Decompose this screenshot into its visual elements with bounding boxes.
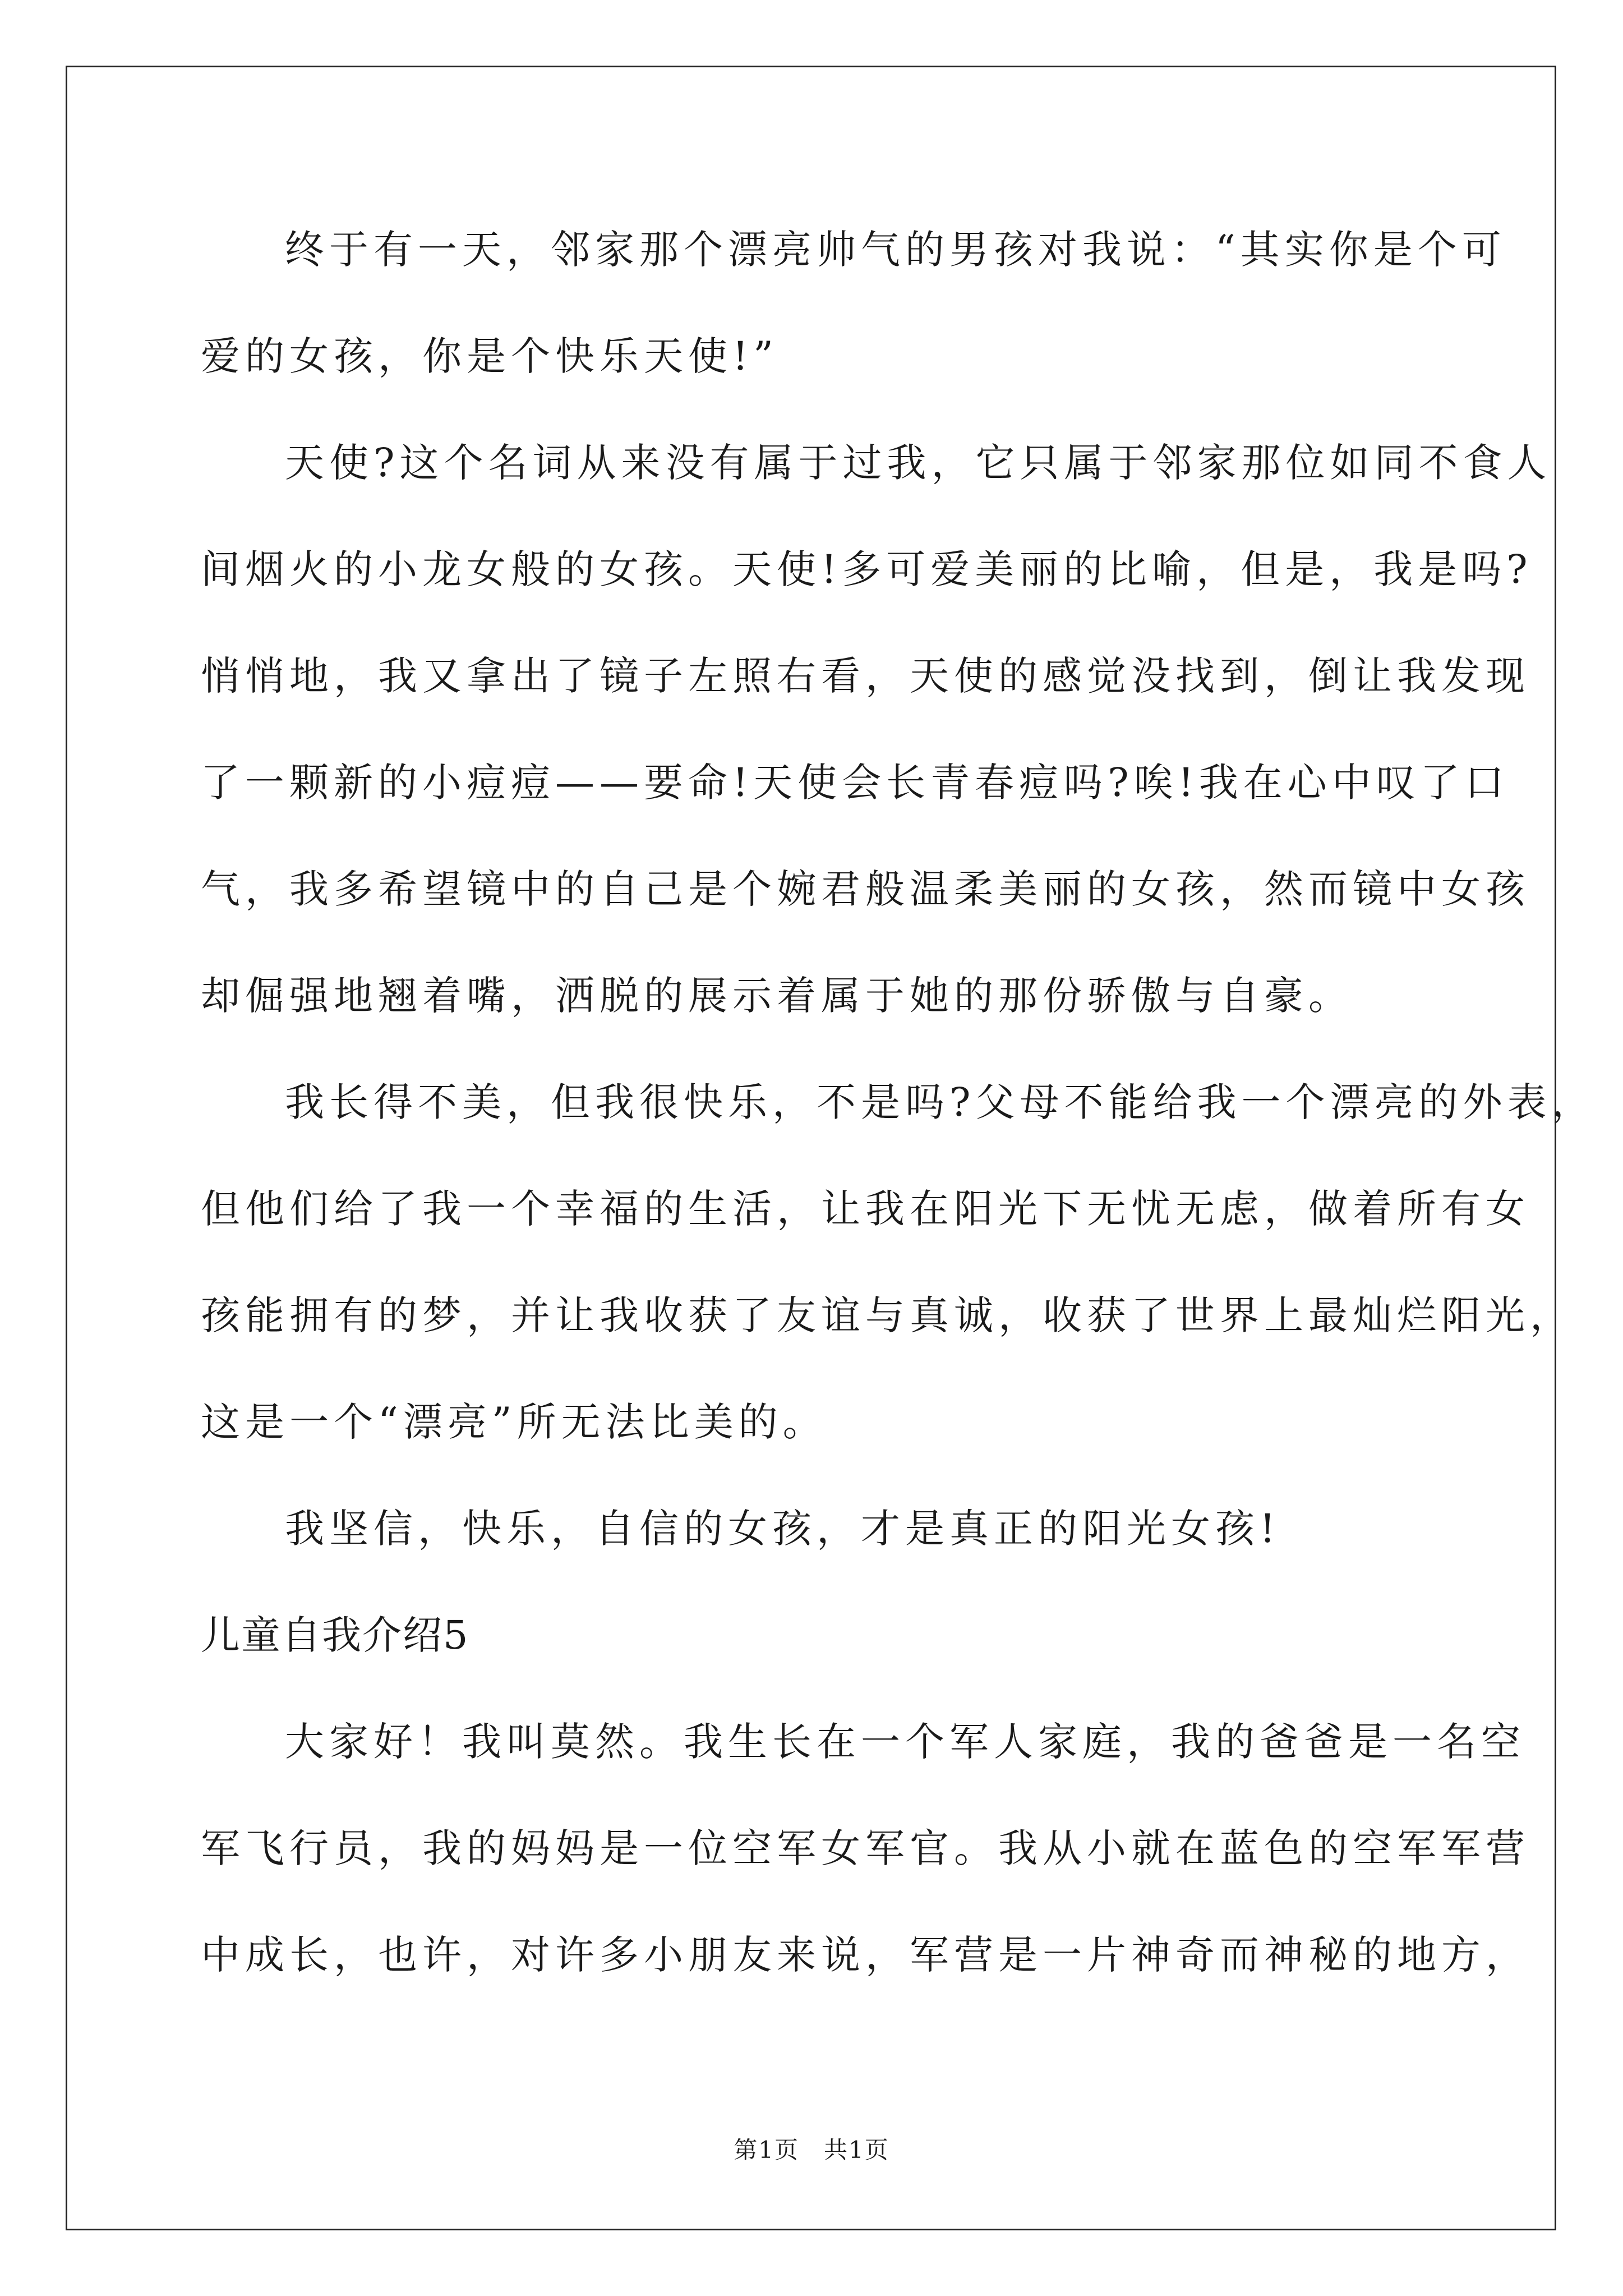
text-line: 孩能拥有的梦，并让我收获了友谊与真诚，收获了世界上最灿烂阳光， [201, 1292, 1574, 1338]
text-line: 气，我多希望镜中的自己是个婉君般温柔美丽的女孩，然而镜中女孩 [201, 866, 1530, 912]
page-number-footer: 第1页 共1页 [734, 2136, 889, 2164]
text-line: 军飞行员，我的妈妈是一位空军女军官。我从小就在蓝色的空军军营 [201, 1825, 1530, 1871]
text-line: 爱的女孩，你是个快乐天使!” [201, 333, 778, 379]
text-line: 终于有一天，邻家那个漂亮帅气的男孩对我说：“其实你是个可 [285, 227, 1506, 273]
text-line: 我长得不美，但我很快乐，不是吗?父母不能给我一个漂亮的外表， [285, 1079, 1596, 1125]
text-line: 但他们给了我一个幸福的生活，让我在阳光下无忧无虑，做着所有女 [201, 1186, 1530, 1232]
document-body [201, 208, 1596, 2019]
text-line: 大家好！我叫莫然。我生长在一个军人家庭，我的爸爸是一名空 [285, 1719, 1525, 1765]
section-heading: 儿童自我介绍5 [201, 1612, 469, 1658]
text-line: 天使?这个名词从来没有属于过我，它只属于邻家那位如同不食人 [285, 440, 1552, 486]
text-line: 间烟火的小龙女般的女孩。天使!多可爱美丽的比喻，但是，我是吗? [201, 546, 1533, 592]
text-line: 悄悄地，我又拿出了镜子左照右看，天使的感觉没找到，倒让我发现 [201, 653, 1530, 699]
text-line: 了一颗新的小痘痘——要命!天使会长青春痘吗?唉!我在心中叹了口 [201, 760, 1509, 806]
text-line: 中成长，也许，对许多小朋友来说，军营是一片神奇而神秘的地方， [201, 1932, 1530, 1978]
text-line: 却倔强地翘着嘴，洒脱的展示着属于她的那份骄傲与自豪。 [201, 973, 1353, 1019]
text-line: 这是一个“漂亮”所无法比美的。 [201, 1399, 827, 1445]
text-line: 我坚信，快乐，自信的女孩，才是真正的阳光女孩! [285, 1506, 1281, 1552]
